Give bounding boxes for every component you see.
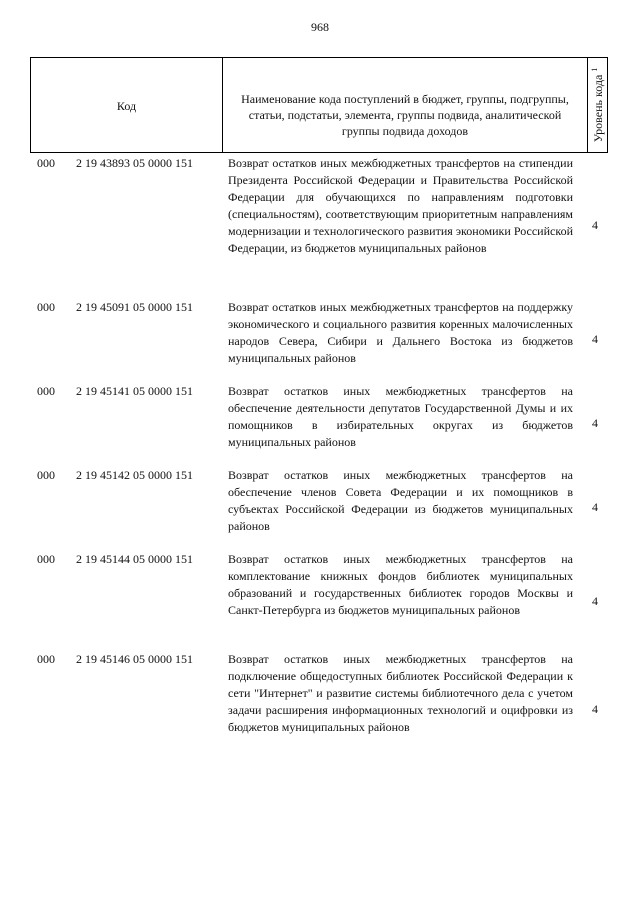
code-level: 4: [592, 702, 598, 716]
header-level-label: Уровень кода: [591, 74, 605, 143]
page-number: 968: [311, 20, 329, 34]
admin-code: 000: [37, 652, 55, 666]
admin-code: 000: [37, 384, 55, 398]
table-header: [30, 57, 608, 153]
admin-code: 000: [37, 300, 55, 314]
admin-code: 000: [37, 552, 55, 566]
code-level: 4: [592, 594, 598, 608]
revenue-name: Возврат остатков иных межбюджетных трансфертов на обеспечение деятельности депутатов Государственной Думы и их помощников в избирательных округах из бюджетов муниципальных районов: [228, 384, 573, 449]
admin-code: 000: [37, 156, 55, 170]
code-level: 4: [592, 500, 598, 514]
revenue-name: Возврат остатков иных межбюджетных трансфертов на стипендии Президента Российской Федерации и Правительства Российской Федерации для обучающихся по направлениям подготовки (специальностям), соответствующим приоритетным направлениям модернизации и технологического развития экономики Российской Федерации, из бюджетов муниципальных районов: [228, 156, 573, 255]
code-level: 4: [592, 332, 598, 346]
code-level: 4: [592, 218, 598, 232]
revenue-code: 2 19 45141 05 0000 151: [76, 384, 193, 398]
code-level: 4: [592, 416, 598, 430]
revenue-name: Возврат остатков иных межбюджетных трансфертов на подключение общедоступных библиотек Российской Федерации к сети "Интернет" и развитие системы библиотечного дела с учетом задачи расширения информационных технологий и оцифровки из бюджетов муниципальных районов: [228, 652, 573, 734]
revenue-name: Возврат остатков иных межбюджетных трансфертов на поддержку экономического и социального развития коренных малочисленных народов Севера, Сибири и Дальнего Востока из бюджетов муниципальных районов: [228, 300, 573, 365]
revenue-code: 2 19 43893 05 0000 151: [76, 156, 193, 170]
revenue-code: 2 19 45142 05 0000 151: [76, 468, 193, 482]
header-code: Код: [116, 98, 137, 113]
revenue-name: Возврат остатков иных межбюджетных трансфертов на комплектование книжных фондов библиотек муниципальных образований и государственных библиотек городов Москвы и Санкт-Петербурга из бюджетов муниципальных районов: [228, 552, 573, 617]
revenue-code: 2 19 45144 05 0000 151: [76, 552, 193, 566]
admin-code: 000: [37, 468, 55, 482]
revenue-code: 2 19 45091 05 0000 151: [76, 300, 193, 314]
header-name: Наименование кода поступлений в бюджет, группы, подгруппы, статьи, подстатьи, элемента, группы подвида, аналитической группы подвида доходов: [241, 92, 569, 138]
revenue-name: Возврат остатков иных межбюджетных трансфертов на обеспечение членов Совета Федерации и их помощников в субъектах Российской Федерации из бюджетов муниципальных районов: [228, 468, 573, 533]
header-level-footnote: 1: [590, 67, 599, 72]
header-level: [588, 58, 608, 152]
header-level-text: [590, 68, 606, 143]
revenue-code: 2 19 45146 05 0000 151: [76, 652, 193, 666]
